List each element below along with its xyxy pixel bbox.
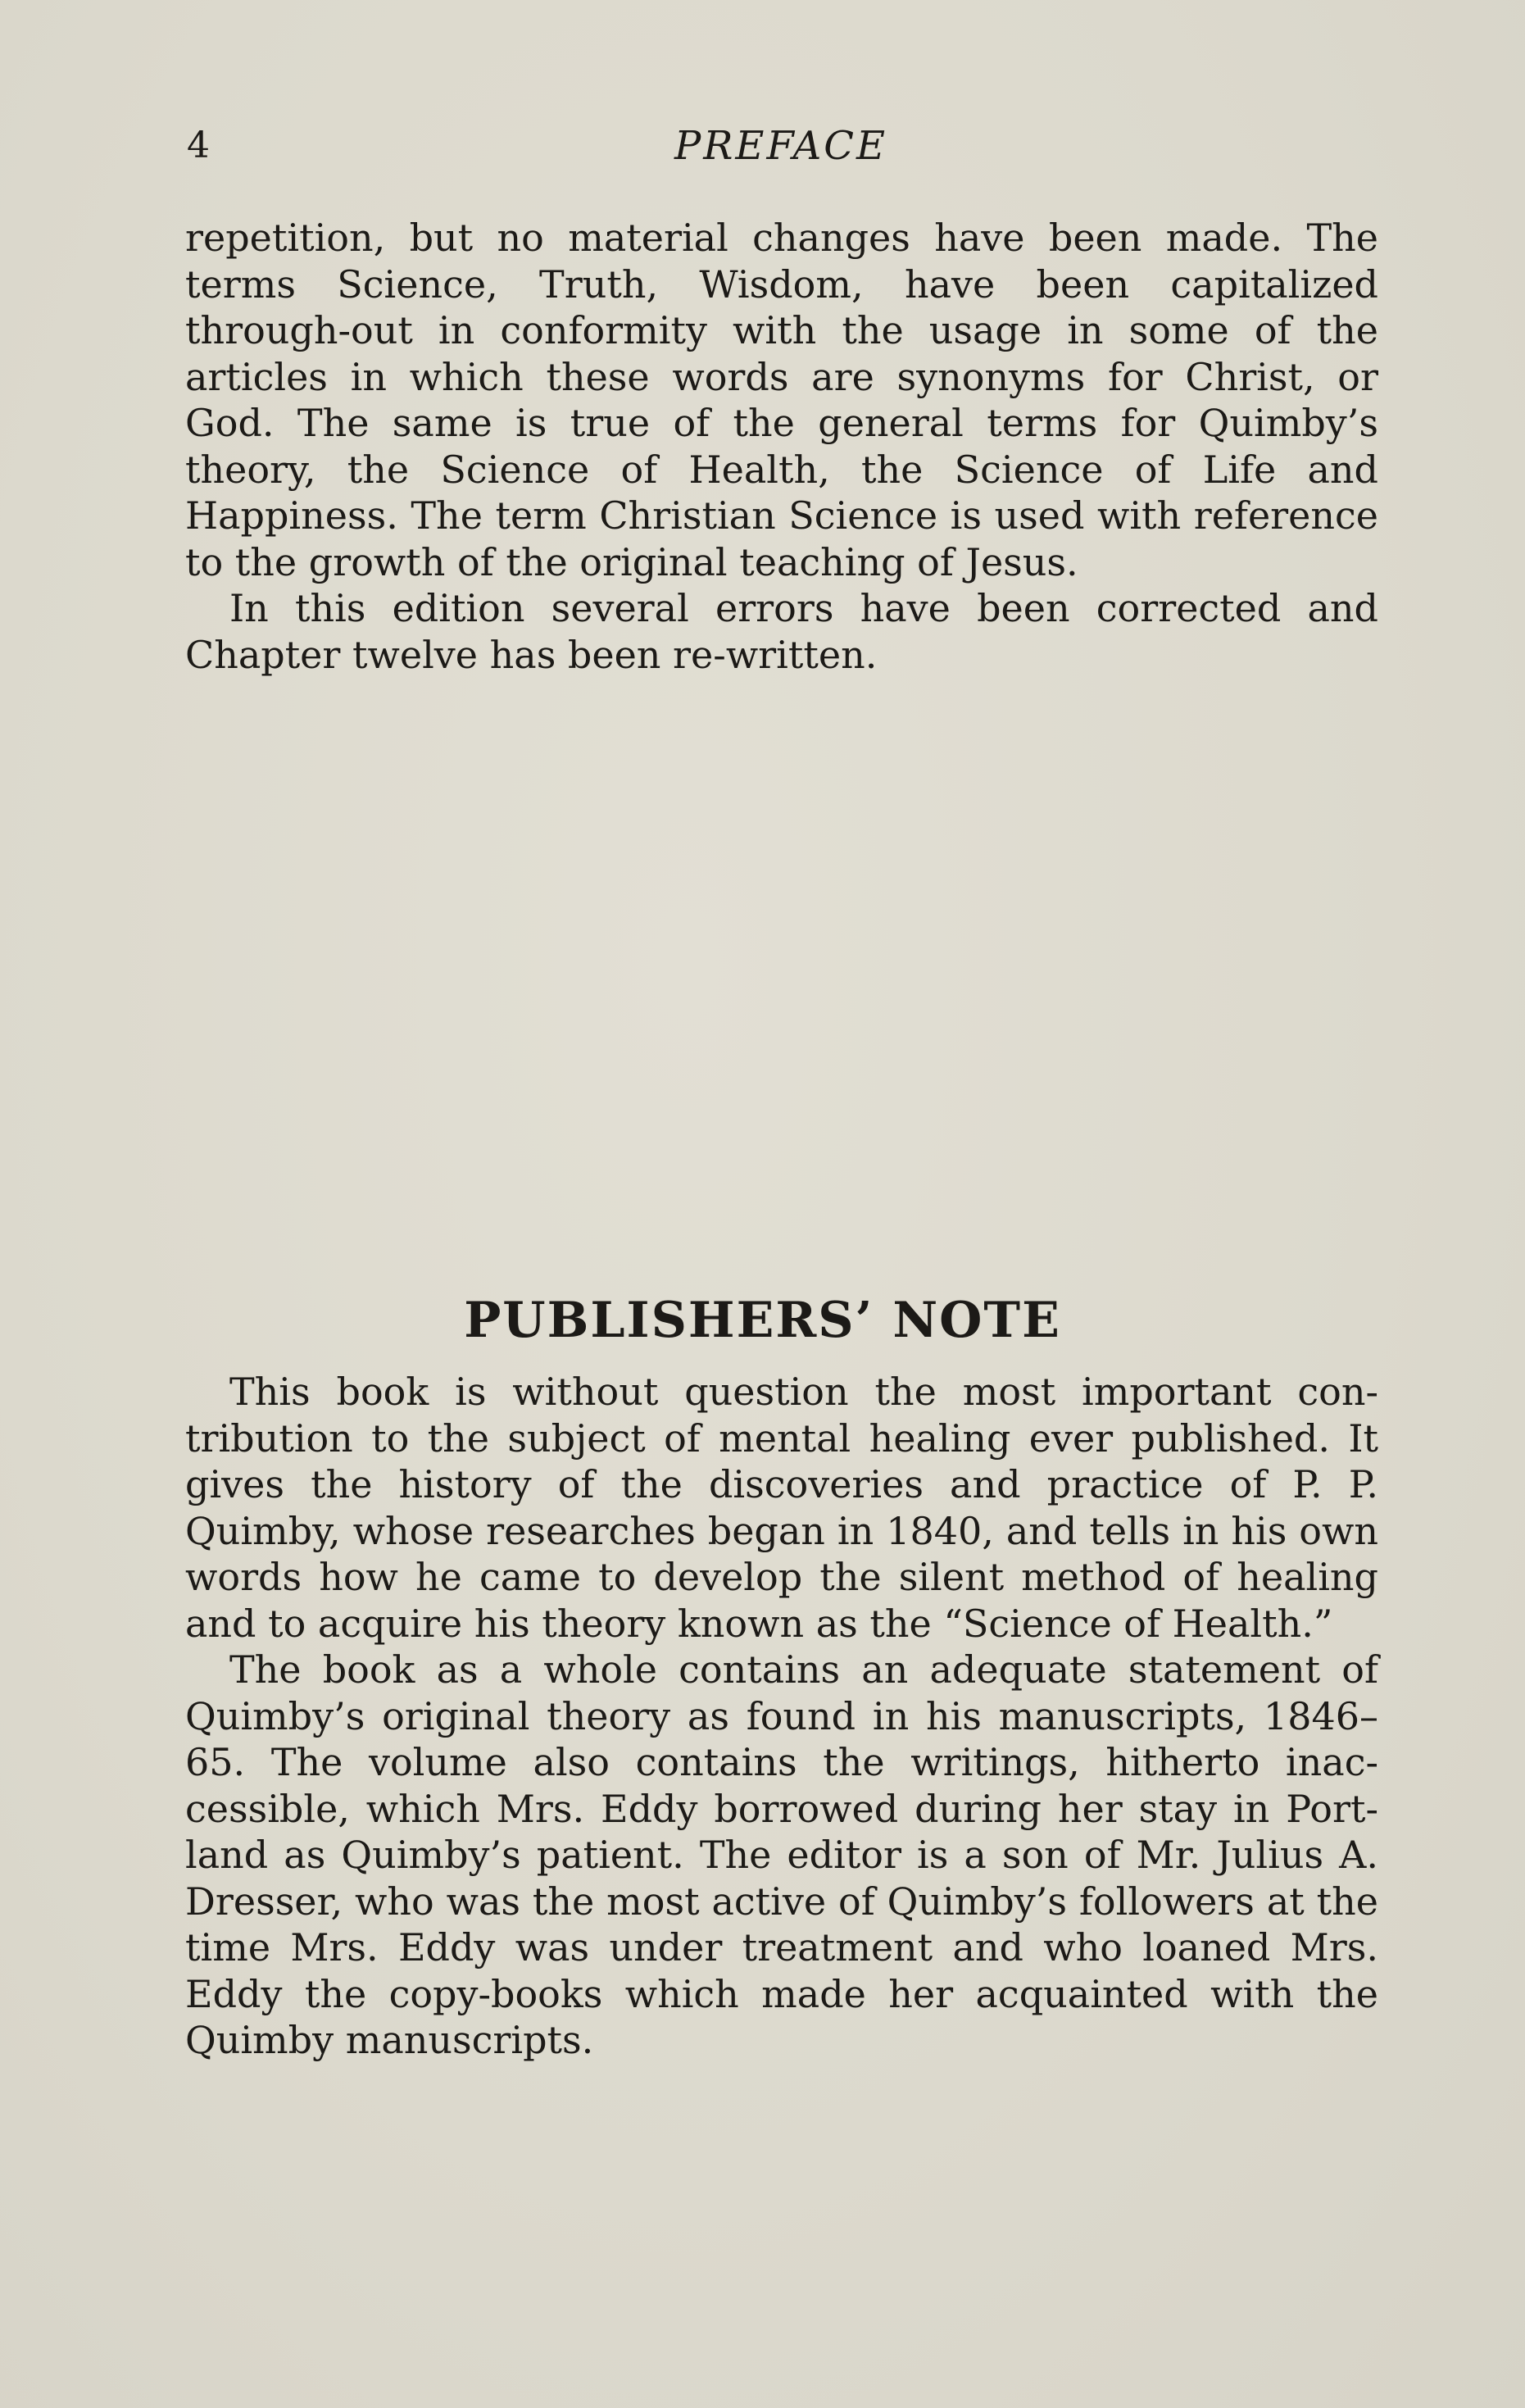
preface-paragraph: repetition, but no material changes have been made. The terms Science, Truth, Wisdom, have been capitalized through-out in conformity with the usage in some of the articles in which these words are synonyms for Christ, or God. The same is true of the general terms for Quimby’s theory, the Science of Health, the Science of Life and Happiness. The term Christian Science is used with reference to the growth of the original teaching of Jesus. bbox=[185, 216, 1378, 584]
note-paragraph: The book as a whole contains an adequate statement of Quimby’s original theory as found in his manuscripts, 1846–65. The volume also contains the writings, hitherto inac-cessible, which Mrs. Eddy borrowed during her stay in Port-land as Quimby’s patient. The editor is a son of Mr. Julius A. Dresser, who was the most active of Quimby’s followers at the time Mrs. Eddy was under treatment and who loaned Mrs. Eddy the copy-books which made her acquainted with the Quimby manuscripts. bbox=[185, 1647, 1378, 2062]
running-title: PREFACE bbox=[674, 123, 888, 169]
preface-paragraph: In this edition several errors have been corrected and Chapter twelve has been re-written. bbox=[185, 586, 1378, 677]
page-number: 4 bbox=[187, 125, 210, 166]
note-paragraph: This book is without question the most important con-tribution to the subject of mental healing ever published. It gives the history of the discoveries and practice of P. P. Quimby, whose researches began in 1840, and tells in his own words how he came to develop the silent method of healing and to acquire his theory known as the “Science of Health.” bbox=[185, 1370, 1378, 1646]
section-heading: PUBLISHERS’ NOTE bbox=[464, 1291, 1061, 1349]
publishers-note-text bbox=[185, 1369, 1378, 2064]
preface-text bbox=[185, 215, 1378, 678]
running-head bbox=[187, 121, 1375, 170]
